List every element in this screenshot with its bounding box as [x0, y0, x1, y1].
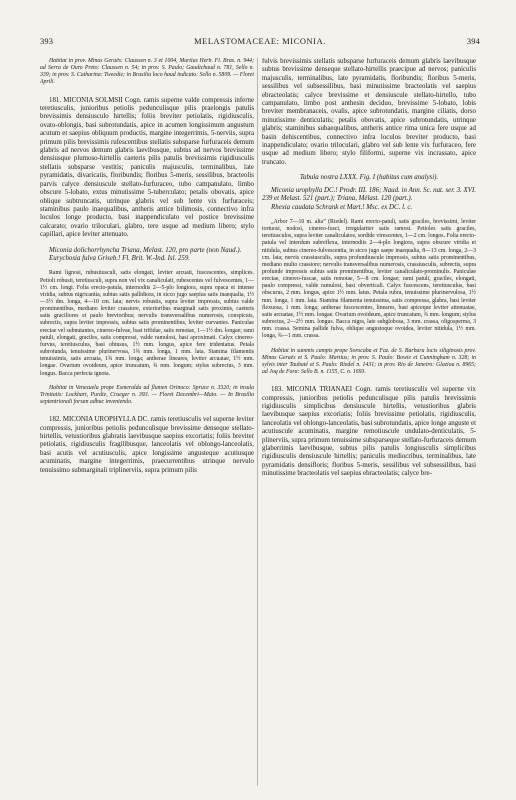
species-181-description: Rami lignosi, rubustiusculi, satis elongati, leviter arcuati, fuscescentes, simplices. Petioli robusti, teretiusculi, supra non vel vix canaliculati, rubescentes vel fulvescentes, 1—1½ cm. longi. Folia erecto-patula, internodiis 2—5-plo longiora, supra opaca et intense viridia, subtus nigricantia, subtus satis pallidiora, in sicco jugo saepius satis inaequalia, 1½—3½ dm. longa, 4—10 cm. lata; nervis robustis, supra leviter impressis, subtus valde prominentibus, mediano leviter crassiore, exterioribus marginali satis proximis, caeteris satis graciliores et paulo brevioribus; nervulis transversalibus numerosis, conspicuis, subrectis, supra leviter impressis, subtus satis prominentibus, leviter curvantes. Paniculae erectae vel subnutantes, cinereo-fulvae, basi trifidae, satis remotae, 1—1½ dm. longae; rami patuli, elongati, graciles, satis compressi, valde ramulosi, basi aproximati. Calyx cinereo-furvus, teretiusculus, basi obtusus, 1½ mm. longus, apice fere tridentatus. Petala subrotunda, tenuissime plurinervosa, 1¾ mm. longa, 1 mm. lata. Stamina filamentis tenuissimis, satis arcuata, 1¾ mm. longa; antherae lineares, leviter arcuatae, 1½ mm. longae. Ovarium ovoideum, apice truncatum, ¾ mm. longum; stylus subrectus, 3 mm. longus. Bacca perfecta ignota.	[40, 270, 254, 377]
species-181-habitat: Habitat in Venezuela prope Esmeralda ad flumen Orinoco: Spruce n. 3320; in insula Trinitatis: Lockhart, Purdie, Crueger n. 393. — Floret Decembri—Maio. — In Brasilia septentrionali forsan adhuc inveniendo.	[40, 384, 254, 405]
column-divider	[257, 58, 258, 786]
species-182-heading: 182. MICONIA UROPHYLLA DC.	[49, 416, 149, 424]
plate-reference: Tabula nostra LXXX. Fig. I (habitus cum analysi).	[299, 174, 439, 182]
species-181-heading: 181. MICONIA SOLMSII Cogn.	[49, 96, 142, 104]
species-182-diagnosis: ramis teretiusculis vel superne leviter compressis, junioribus petiolis pedunculisque brevissime denseque stellato-hirtellis, vetustioribus glabratis laevibusque saepius excoriatis; foliis breviter petiolatis, rigidiusculis fragilibusque, lanceolatis vel oblongo-lanceolatis, basi acutis vel acutiusculis, apice longissime angusteque acutiusque acuminatis, margine integerrimis, praecurrentibus utrinque nervulo tenuissimo submarginali triplinerviis, supra primum pilis	[40, 416, 254, 474]
species-183-diagnosis: ramis teretiusculis vel superne vix compressis, junioribus petiolis pedunculisque pilis patulis brevissimis rigidiusculis simplicibus densiuscule hirtellis, vetustioribus glabris laevibusque saepius excoriatis; foliis brevissime petiolatis, rigidiusculis, lanceolatis vel oblongo-lanceolatis, basi subrotundatis, apice longe anguste et acutiuscule acuminatis, margine remotiuscule undulato-denticulatis, 5-plinerviis, supra primum tenuissime subsparseque stellato-furfuraceis demum glaberrimis laevibusque, subtus pilis patulis longiusculis simplicibus rigidiusculis densiuscule hirtellis; paniculis mediocribus, terminalibus, late pyramidatis densifloris; floribus 5-meris, sessilibus vel subsessilibus, basi minutissime bracteolatis vel saepius ebracteolatis; calyce bre-	[262, 386, 476, 478]
right-column	[262, 58, 476, 786]
species-182-continuation: fulvis brevissimis stellatis subsparse furfuraceis demum glabris laevibusque subtus brevissime denseque stellato-hirtellis praecipue ad nervos; paniculis majusculis, terminalibus, late pyramidatis, floribundis; floribus 5-meris, sessilibus vel subsessilibus, basi minutissime bracteolatis vel saepius ebracteolatis; calyce brevissime et densiuscule stellato-hirtello, tubo campanulato, limbo post anthesin deciduo, brevissime 5-lobato, lobis breviter membranaceis, ovalis, apice subrotundatis, margine ciliatis, dorso minutissime denticulatis; petalis obovatis, apice subrotundatis, utrinque glabris; staminibus subaequalibus, antheris antice rima unica fere usque ad basin dehiscentibus, connectivo infra loculos breviter producto, basi inappendiculato; ovario triloculari, glabro vel sub lente vix furfuraceo, fere usque ad medium libero; stylo filiformi, superne vix incrassato, apice truncato.	[262, 58, 476, 166]
habitat-paragraph-top: Habitat in prov. Minas Geraës: Claussen n. 3 et 1004, Martius Herb. Fl. Bras. n. 944; ad Serra de Ouro Preto: Claussen n. 54; in prov. S. Paulo; Gaudichaud n. 781, Sello n. 339; in prov. S. Catharina: Tweedie; in Brasilia loco haud indicato: Sello n. 5809. — Floret Aprili.	[40, 58, 254, 86]
species-181-paragraph	[40, 97, 254, 240]
running-title: MELASTOMACEAE: MICONIA.	[194, 37, 326, 46]
species-182-description: „Arbor 7—10 m. alta” (Riedel). Rami erecto-patuli, satis graciles, brevissimi, leviter tortuosi, nodosi, cinereo-fusci, irregulariter satis ramosi. Petioles satis graciles, teretiusculos, supra leviter canaliculatos, sordide virescentes, 1—2 cm. longos. Folia erecto-patula vel interdum subreflexa, internodiis 2—4-plo longiora, supra obscure viridia et nitidula, subtus cinereo-fulvescentia, in sicco jugo saepe inaequalia, 8—13 cm. longa, 2—3 cm. lata; nervis crassiusculis, supra profundiuscule impressis, subtus satis prominentibus, mediano multo crassiore; nervulis transversalibus numerosis, crassiusculis, subrectis, supra profunde impressis subtus satis prominentibus, leviter canaliculato-prominulis. Paniculae erectae, cinereo-fuscae, satis remotae, 5—8 cm. longae; rami patuli, graciles, elongati, paulo compressi, valde ramulosi, basi obverticali. Calyx fuscescens, teretiusculus, basi obscurus, 2 mm. longus, apice 1½ mm. latus. Petala rubra, tenuissime plurinervulosa, 1½ mm. longa, 1 mm. lata. Stamina filamenta tenuissima, satis compressa, glabra, basi leviter flexuosa, 1 mm. longa; antherae fuscescentes, lineares, basi apiceque leviter attenuatae, satis arcuatae, 1½ mm. longae. Ovarium ovoideum, apice truncatum, ¾ mm. longum; stylus subrectus, 2—2½ mm. longus. Bacca nigra, late subglobosa, 3 mm. crassa, oligosperma, 3 mm. crassa. Semina pallide fulva, oblique angustoque ovoidea, leviter nitidula, 1½ mm. longa, ¾—1 mm. crassa.	[262, 218, 476, 340]
left-page-number: 393	[40, 37, 54, 46]
species-182-paragraph	[40, 416, 254, 475]
right-page-number: 394	[466, 37, 480, 46]
species-183-heading: 183. MICONIA TRIANAEI Cogn.	[271, 386, 373, 394]
left-column	[40, 58, 254, 786]
species-183-paragraph	[262, 386, 476, 478]
species-182-habitat: Habitat in summis campis prope Sorocaba et Faz. de S. Barbara locis siliginosis prov. Minas Geraës et S. Paulo: Martius; in prov. S. Paulo: Bowie et Cunningham n. 328; in sylvis inter Taubaté et S. Paulo: Riedel n. 1431; in prov. Rio de Janeiro: Glaziou n. 8965; ad Joq de Fora: Sello B. n. 1155, C. n. 1693.	[262, 347, 476, 376]
species-181-diagnosis: ramis superne valde compressis inferne teretiusculis, junioribus petiolis pedunculisque pilis praelongis patulis brevissimis densiusculo hirtellis; foliis breviter petiolatis, rigidiusculis, ovato-oblongis, basi subrotundatis, apice in acumen longissimum angustum acutum et saepius obliquum productis, margine integerrimis, 5-nerviis, supra primum pilis brevissimis rufescentibus stellatis subsparse furfuraceis demum glabris ad nervos demum glabris laevibusque, subtus ad nervos brevissime densiusque plumoso-hirtellis caeteris pilis patulis brevissimis rigidiusculis stellatis subsparse vestitis; paniculis majusculis, terminalibus, late pyramidatis, divaricatis, floribundis; floribus 5-meris, sessilibus, bracteolis parvis calyce densiuscule stellato-furfuraceo, tubo campanulato, limbo obscure 5-lobato, extus minutissime 5-tuberculato; petalis obovatis, apice oblique subtruncatis, utrinque glabris vel sub lente vix furfuraceis; staminibus paulo inaequalibus, antheris antice bilimosis, connectivo infra loculos longe producto, basi inappendiculato vel postice brevissime calcarato; ovario triloculari, glabro, tere usque ad medium libero; stylo capillari, apice leviter attenuato.	[40, 96, 254, 239]
synonym-line: Miconia dolichorrhyncha Triana, Melast. 120, pro parte (non Naud.).	[49, 246, 242, 254]
species-182-synonyms: Miconia urophylla DC.! Prodr. III. 186; Naud. in Ann. Sc. nat. ser. 3. XVI. 239 et Melast. 521 (part.); Triana, Mélast. 120 (part.).	[262, 186, 476, 203]
synonym-line-2: Eurychosia fulva Griseb.! Fl. Brit. W.-Ind. Isl. 259.	[49, 254, 190, 262]
species-182-synonym-2: Rhexia caudata Schrank et Mart.! Msc. ex DC. l. c.	[271, 203, 413, 211]
running-header	[40, 37, 480, 49]
